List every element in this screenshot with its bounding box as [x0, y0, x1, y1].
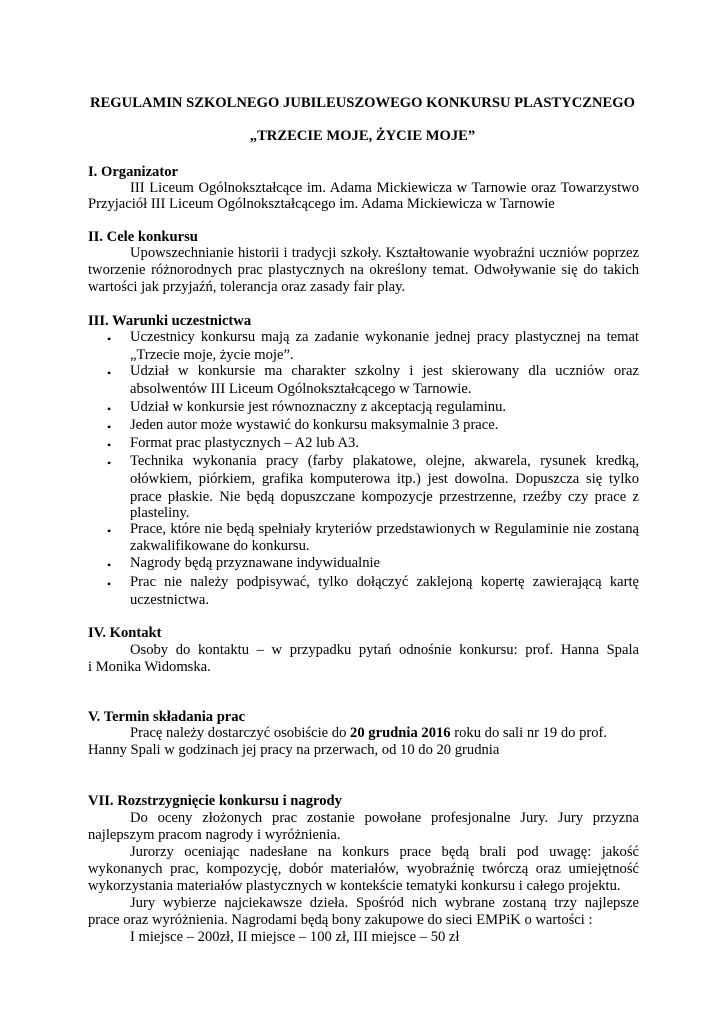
condition-9-line-1: Prac nie należy podpisywać, tylko dołączyć zaklejoną kopertę zawierającą kartę: [130, 574, 639, 590]
bullet-icon: •: [107, 438, 112, 452]
deadline-text-pre: Pracę należy dostarczyć osobiście do: [130, 725, 351, 741]
section-heading-conditions: III. Warunki uczestnictwa: [88, 313, 252, 329]
condition-1-line-2: „Trzecie moje, życie moje”.: [130, 347, 294, 363]
contact-line-1: Osoby do kontaktu – w przypadku pytań odnośnie konkursu: prof. Hanna Spala: [130, 642, 639, 658]
condition-4: Jeden autor może wystawić do konkursu maksymalnie 3 prace.: [130, 417, 499, 433]
prizes-line: I miejsce – 200zł, II miejsce – 100 zł, III miejsce – 50 zł: [130, 929, 460, 945]
condition-6-line-1: Technika wykonania pracy (farby plakatowe, olejne, akwarela, rysunek kredką,: [130, 453, 639, 469]
section-heading-deadline: V. Termin składania prac: [88, 709, 246, 725]
bullet-icon: •: [107, 577, 112, 591]
document-title: REGULAMIN SZKOLNEGO JUBILEUSZOWEGO KONKURSU PLASTYCZNEGO: [90, 95, 635, 111]
section-heading-results: VII. Rozstrzygnięcie konkursu i nagrody: [88, 793, 342, 809]
condition-7-line-2: zakwalifikowane do konkursu.: [130, 538, 310, 554]
condition-8: Nagrody będą przyznawane indywidualnie: [130, 555, 381, 571]
results-para-2-line-2: wykonanych prac, kompozycję, dobór materiałów, wyobraźnię twórczą oraz umiejętność: [88, 861, 639, 877]
section-heading-organizer: I. Organizator: [88, 164, 178, 180]
section-heading-contact: IV. Kontakt: [88, 625, 162, 641]
document-subtitle: „TRZECIE MOJE, ŻYCIE MOJE”: [249, 128, 476, 144]
goals-line-3: wartości jak przyjaźń, tolerancja oraz zasady fair play.: [88, 279, 406, 295]
results-para-1-line-1: Do oceny złożonych prac zostanie powołane profesjonalne Jury. Jury przyzna: [130, 810, 639, 826]
deadline-date: 20 grudnia 2016: [350, 725, 451, 741]
bullet-icon: •: [107, 332, 112, 346]
goals-line-1: Upowszechnianie historii i tradycji szkoły. Kształtowanie wyobraźni uczniów poprzez: [130, 245, 639, 261]
condition-5: Format prac plastycznych – A2 lub A3.: [130, 435, 359, 451]
bullet-icon: •: [107, 456, 112, 470]
condition-1-line-1: Uczestnicy konkursu mają za zadanie wykonanie jednej pracy plastycznej na temat: [130, 329, 639, 345]
condition-6-line-4: plasteliny.: [130, 505, 190, 521]
bullet-icon: •: [107, 558, 112, 572]
results-para-3-line-1: Jury wybierze najciekawsze dzieła. Spośród nich wybrane zostaną trzy najlepsze: [130, 895, 639, 911]
deadline-line-1: [130, 724, 607, 742]
condition-9-line-2: uczestnictwa.: [130, 592, 210, 608]
bullet-icon: •: [107, 366, 112, 380]
results-para-3-line-2: prace oraz wyróżnienia. Nagrodami będą bony zakupowe do sieci EMPiK o wartości :: [88, 912, 593, 928]
bullet-icon: •: [107, 420, 112, 434]
results-para-1-line-2: najlepszym pracom nagrody i wyróżnienia.: [88, 827, 341, 843]
condition-3: Udział w konkursie jest równoznaczny z akceptacją regulaminu.: [130, 399, 507, 415]
organizer-line-1: III Liceum Ogólnokształcące im. Adama Mickiewicza w Tarnowie oraz Towarzystwo: [130, 180, 639, 196]
bullet-icon: •: [107, 402, 112, 416]
condition-2-line-1: Udział w konkursie ma charakter szkolny i jest skierowany dla uczniów oraz: [130, 363, 639, 379]
deadline-line-2: Hanny Spali w godzinach jej pracy na przerwach, od 10 do 20 grudnia: [88, 742, 500, 758]
condition-6-line-2: ołówkiem, piórkiem, grafika komputerowa itp.) jest dowolna. Dopuszcza się tylko: [130, 471, 639, 487]
deadline-text-post: roku do sali nr 19 do prof.: [450, 725, 608, 741]
results-para-2-line-3: wykorzystania materiałów plastycznych w kontekście tematyki konkursu i całego projektu.: [88, 878, 621, 894]
contact-line-2: i Monika Widomska.: [88, 659, 211, 675]
condition-2-line-2: absolwentów III Liceum Ogólnokształcącego w Tarnowie.: [130, 381, 472, 397]
condition-6-line-3: prace płaskie. Nie będą dopuszczane kompozycje przestrzenne, rzeźby czy prace z: [130, 489, 639, 505]
organizer-line-2: Przyjaciół III Liceum Ogólnokształcącego im. Adama Mickiewicza w Tarnowie: [88, 196, 555, 212]
results-para-2-line-1: Jurorzy oceniając nadesłane na konkurs prace będą brali pod uwagę: jakość: [130, 844, 639, 860]
condition-7-line-1: Prace, które nie będą spełniały kryteriów przedstawionych w Regulaminie nie zostaną: [130, 521, 639, 537]
section-heading-goals: II. Cele konkursu: [88, 229, 198, 245]
bullet-icon: •: [107, 524, 112, 538]
goals-line-2: tworzenie różnorodnych prac plastycznych na określony temat. Odwoływanie się do takich: [88, 262, 639, 278]
